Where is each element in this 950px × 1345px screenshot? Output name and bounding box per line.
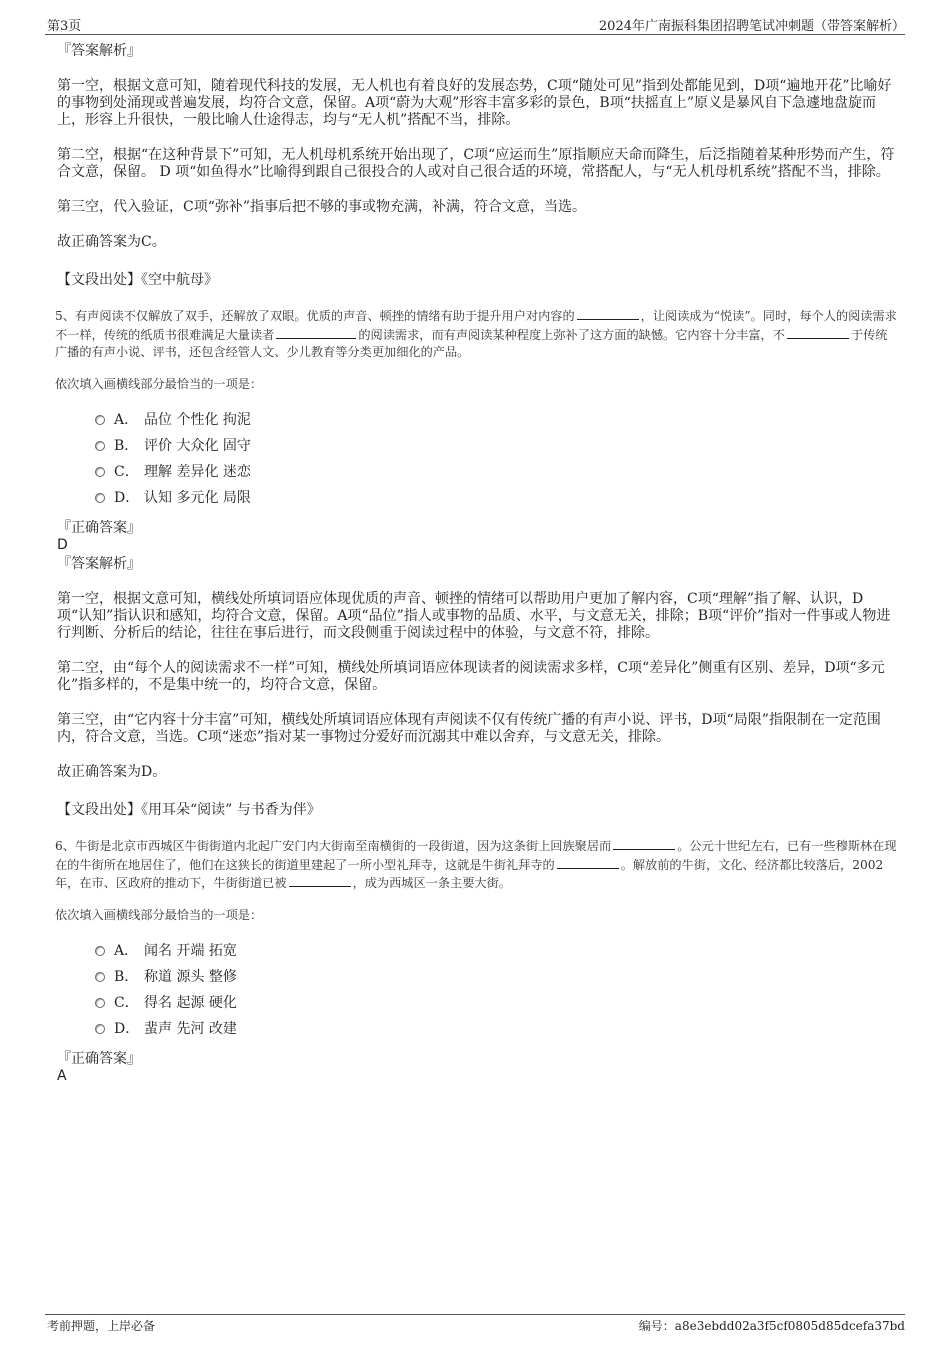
option-a[interactable]	[95, 407, 897, 433]
options-list	[95, 407, 897, 511]
stem-text: 的阅读需求，而有声阅读某种程度上弥补了这方面的缺憾。它内容十分丰富，不	[358, 327, 785, 342]
option-text: 称道 源头 整修	[144, 969, 237, 985]
option-c[interactable]	[95, 990, 897, 1016]
conclusion: 故正确答案为D。	[57, 764, 167, 780]
option-b[interactable]	[95, 433, 897, 459]
radio-icon[interactable]	[95, 441, 105, 451]
stem-text: 于传统广播的有声小说、评书，还包含经管人文、少儿教育等分类更加细化的产品。	[55, 327, 888, 359]
page-header	[45, 14, 905, 35]
analysis-heading: 『答案解析』	[57, 556, 141, 572]
question-prompt: 依次填入画横线部分最恰当的一项是：	[55, 907, 263, 922]
page-content	[57, 40, 897, 1084]
stem-text: 。解放前的牛街，文化、经济都比较落后，2002年，在市、区政府的推动下，牛街街道已被	[55, 857, 884, 890]
question-stem	[55, 837, 897, 893]
radio-icon[interactable]	[95, 467, 105, 477]
stem-text: 。公元十世纪左右，已有一些穆斯林在现在的牛街所在地居住了，他们在这狭长的街道里建起了一所小型礼拜寺，这就是牛街礼拜寺的	[55, 839, 897, 872]
option-text: 闻名 开端 拓宽	[144, 943, 237, 959]
analysis-heading: 『答案解析』	[57, 43, 141, 59]
document-title: 2024年广南振科集团招聘笔试冲刺题（带答案解析）	[598, 19, 905, 34]
question-prompt: 依次填入画横线部分最恰当的一项是：	[55, 376, 263, 391]
answer-heading: 『正确答案』	[57, 520, 141, 536]
option-d[interactable]	[95, 1016, 897, 1042]
document-id: 编号：a8e3ebdd02a3f5cf0805d85dcefa37bd	[638, 1319, 905, 1333]
page-footer	[45, 1314, 905, 1335]
option-text: 品位 个性化 拘泥	[144, 412, 251, 428]
option-letter: B．	[114, 969, 139, 985]
option-text: 理解 差异化 迷恋	[144, 464, 251, 480]
options-list	[95, 938, 897, 1042]
option-text: 得名 起源 硬化	[144, 995, 237, 1011]
analysis-paragraph: 第一空，根据文意可知，随着现代科技的发展，无人机也有着良好的发展态势，C项“随处可见”指到处都能见到，D项“遍地开花”比喻好的事物到处涌现或普遍发展，均符合文意，保留。A项“蔚为大观”形容丰富多彩的景色，B项“扶摇直上”原义是暴风自下急遽地盘旋而上，形容上升很快，一般比喻人仕途得志，均与“无人机”搭配不当，排除。	[57, 78, 892, 128]
conclusion: 故正确答案为C。	[57, 234, 166, 250]
answer-value: A	[57, 1068, 67, 1084]
stem-text: ，让阅读成为“悦读”。同时，每个人的阅读需求不一样，传统的纸质书很难满足大量读者	[55, 309, 897, 342]
fill-blank	[613, 837, 675, 850]
source-citation: 【文段出处】《用耳朵“阅读” 与书香为伴》	[57, 802, 321, 818]
option-text: 蜚声 先河 改建	[144, 1021, 237, 1037]
fill-blank	[276, 326, 356, 339]
stem-text: 5、有声阅读不仅解放了双手，还解放了双眼。优质的声音、顿挫的情绪有助于提升用户对内容的	[55, 309, 575, 323]
option-text: 评价 大众化 固守	[144, 438, 251, 454]
page-number: 第3页	[47, 19, 82, 34]
fill-blank	[787, 326, 849, 339]
option-letter: C．	[114, 464, 139, 480]
analysis-paragraph: 第二空，由“每个人的阅读需求不一样”可知，横线处所填词语应体现读者的阅读需求多样，C项“差异化”侧重有区别、差异，D项“多元化”指多样的，不是集中统一的，均符合文意，保留。	[57, 660, 885, 693]
fill-blank	[289, 874, 351, 887]
analysis-paragraph: 第三空，由“它内容十分丰富”可知，横线处所填词语应体现有声阅读不仅有传统广播的有声小说、评书，D项“局限”指限制在一定范围内，符合文意，当选。C项“迷恋”指对某一事物过分爱好而沉溺其中难以舍弃，与文意无关，排除。	[57, 712, 881, 745]
option-letter: A．	[114, 943, 139, 959]
radio-icon[interactable]	[95, 946, 105, 956]
radio-icon[interactable]	[95, 998, 105, 1008]
radio-icon[interactable]	[95, 493, 105, 503]
radio-icon[interactable]	[95, 415, 105, 425]
radio-icon[interactable]	[95, 972, 105, 982]
source-citation: 【文段出处】《空中航母》	[57, 272, 218, 288]
option-letter: D．	[114, 490, 140, 506]
option-letter: D．	[114, 1021, 140, 1037]
analysis-paragraph: 第一空，根据文意可知，横线处所填词语应体现优质的声音、顿挫的情绪可以帮助用户更加了解内容，C项“理解”指了解、认识，D项“认知”指认识和感知，均符合文意，保留。A项“品位”指人或事物的品质、水平，与文意无关，排除；B项“评价”指对一件事或人物进行判断、分析后的结论，往往在事后进行，而文段侧重于阅读过程中的体验，与文意不符，排除。	[57, 591, 891, 641]
option-a[interactable]	[95, 938, 897, 964]
option-text: 认知 多元化 局限	[144, 490, 251, 506]
fill-blank	[557, 856, 619, 869]
option-letter: C．	[114, 995, 139, 1011]
stem-text: 6、牛街是北京市西城区牛街街道内北起广安门内大街南至南横街的一段街道，因为这条街上回族聚居而	[55, 839, 612, 853]
radio-icon[interactable]	[95, 1024, 105, 1034]
answer-heading: 『正确答案』	[57, 1051, 141, 1067]
option-b[interactable]	[95, 964, 897, 990]
footer-slogan: 考前押题，上岸必备	[47, 1319, 156, 1333]
question-stem	[55, 307, 897, 362]
fill-blank	[577, 307, 639, 320]
option-d[interactable]	[95, 485, 897, 511]
option-letter: A．	[114, 412, 139, 428]
option-letter: B．	[114, 438, 139, 454]
answer-value: D	[57, 537, 68, 553]
analysis-paragraph: 第三空，代入验证，C项“弥补”指事后把不够的事或物充满，补满，符合文意，当选。	[57, 199, 587, 215]
analysis-paragraph: 第二空，根据“在这种背景下”可知，无人机母机系统开始出现了，C项“应运而生”原指顺应天命而降生，后泛指随着某种形势而产生，符合文意，保留。 D 项“如鱼得水”比喻得到跟自己很投合的人或对自己很合适的环境，常搭配人，与“无人机母机系统”搭配不当，排除。	[57, 147, 895, 180]
stem-text: ，成为西城区一条主要大街。	[352, 876, 511, 890]
option-c[interactable]	[95, 459, 897, 485]
